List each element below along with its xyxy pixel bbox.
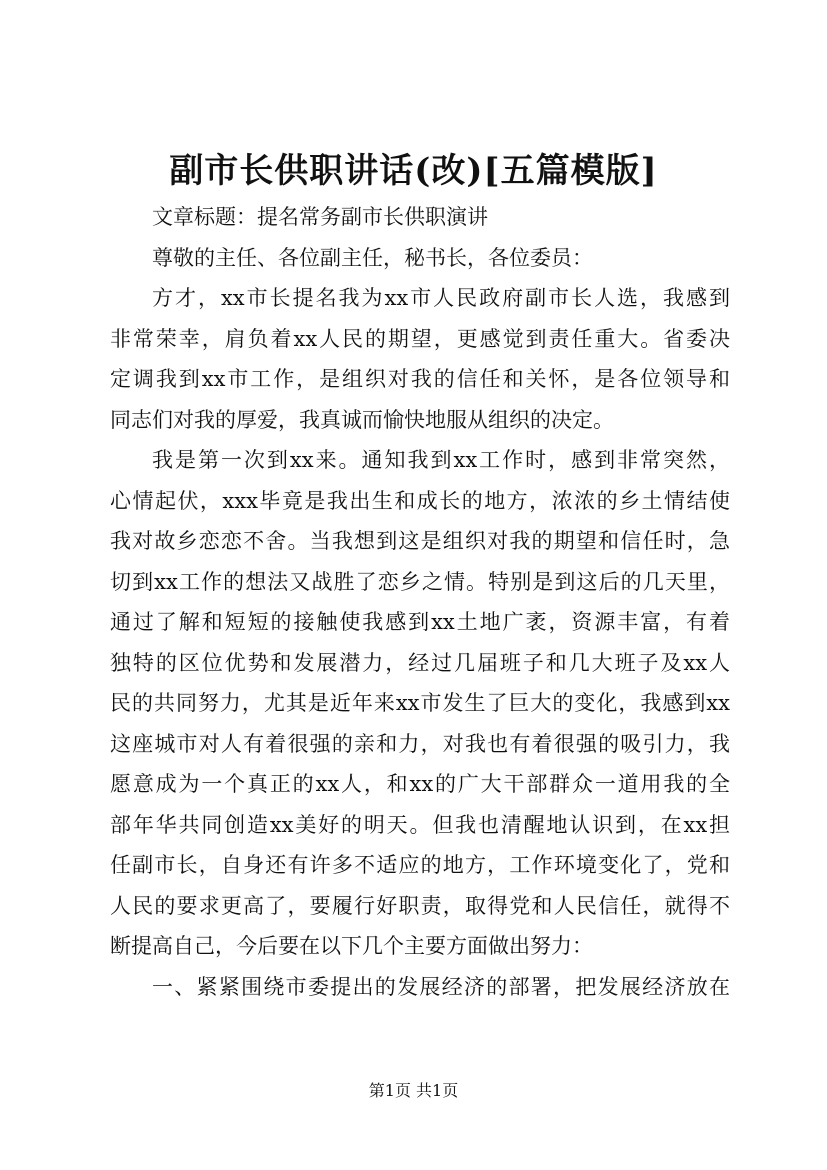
paragraph-line: 通过了解和短短的接触使我感到xx土地广袤，资源丰富，有着 (110, 610, 730, 634)
paragraph-line: 切到xx工作的想法又战胜了恋乡之情。特别是到这后的几天里， (110, 569, 730, 594)
article-title-line: 文章标题：提名常务副市长供职演讲 (152, 205, 488, 229)
paragraph-line: 这座城市对人有着很强的亲和力，对我也有着很强的吸引力，我 (110, 731, 730, 756)
paragraph-line: 我是第一次到xx来。通知我到xx工作时，感到非常突然， (152, 448, 730, 472)
paragraph-line: 民的共同努力，尤其是近年来xx市发生了巨大的变化，我感到xx (110, 691, 730, 715)
paragraph-line: 方才，xx市长提名我为xx市人民政府副市长人选，我感到 (152, 286, 730, 310)
paragraph-line: 一、紧紧围绕市委提出的发展经济的部署，把发展经济放在 (152, 974, 730, 999)
page-number-footer: 第1页 共1页 (368, 1081, 459, 1100)
salutation-line: 尊敬的主任、各位副主任，秘书长，各位委员： (152, 245, 593, 270)
document-body (110, 197, 730, 1007)
document-title: 副市长供职讲话(改)[五篇模版] (169, 151, 658, 191)
paragraph-line: 心情起伏，xxx毕竟是我出生和成长的地方，浓浓的乡土情结使 (110, 488, 730, 513)
paragraph-line: 独特的区位优势和发展潜力，经过几届班子和几大班子及xx人 (110, 650, 730, 675)
paragraph-line: 任副市长，自身还有许多不适应的地方，工作环境变化了，党和 (110, 853, 730, 877)
paragraph-line: 非常荣幸，肩负着xx人民的期望，更感觉到责任重大。省委决 (110, 326, 730, 351)
paragraph-line: 断提高自己，今后要在以下几个主要方面做出努力： (110, 934, 593, 958)
paragraph-line: 定调我到xx市工作，是组织对我的信任和关怀，是各位领导和 (110, 367, 730, 391)
paragraph-line: 同志们对我的厚爱，我真诚而愉快地服从组织的决定。 (110, 407, 614, 432)
paragraph-line: 人民的要求更高了，要履行好职责，取得党和人民信任，就得不 (110, 893, 730, 918)
paragraph-line: 愿意成为一个真正的xx人，和xx的广大干部群众一道用我的全 (110, 772, 730, 796)
paragraph-line: 部年华共同创造xx美好的明天。但我也清醒地认识到，在xx担 (110, 812, 730, 837)
paragraph-line: 我对故乡恋恋不舍。当我想到这是组织对我的期望和信任时，急 (110, 529, 730, 553)
